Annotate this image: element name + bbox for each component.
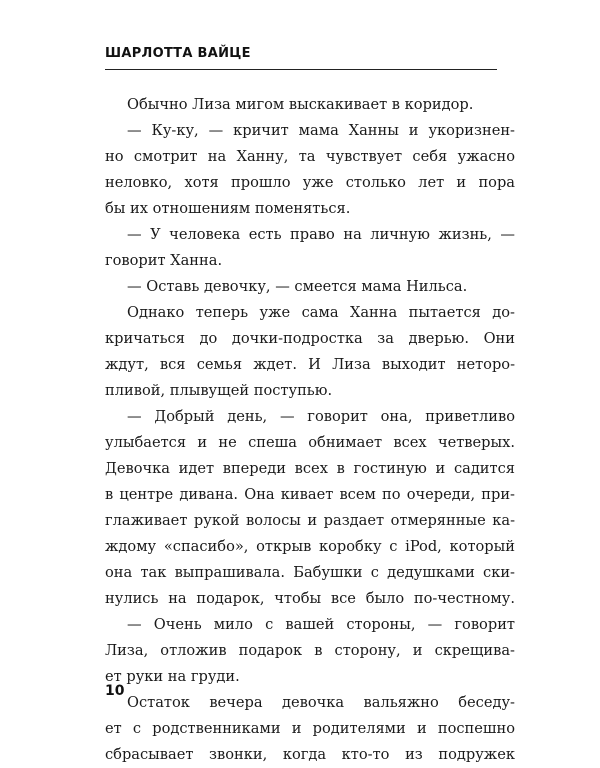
- text-line: ет руки на груди.: [105, 668, 240, 685]
- page-number: 10: [105, 683, 125, 699]
- text-line: — У человека есть право на личную жизнь, —: [127, 226, 515, 243]
- header-rule: [105, 69, 497, 70]
- text-line: — Очень мило с вашей стороны, — говорит: [127, 616, 515, 633]
- text-line: ждому «спасибо», открыв коробку с iPod, который: [105, 538, 515, 555]
- text-line: сбрасывает звонки, когда кто-то из подружек: [105, 746, 515, 763]
- text-line: она так выпрашивала. Бабушки с дедушками ски-: [105, 564, 515, 581]
- text-line: Обычно Лиза мигом выскакивает в коридор.: [127, 96, 474, 113]
- text-line: глаживает рукой волосы и раздает отмерянные ка-: [105, 512, 515, 529]
- text-line: неловко, хотя прошло уже столько лет и пора: [105, 174, 515, 191]
- text-line: улыбается и не спеша обнимает всех четверых.: [105, 434, 515, 451]
- text-line: Лиза, отложив подарок в сторону, и скрещива-: [105, 642, 515, 659]
- text-line: ждут, вся семья ждет. И Лиза выходит неторо-: [105, 356, 515, 373]
- text-line: говорит Ханна.: [105, 252, 223, 269]
- text-line: бы их отношениям поменяться.: [105, 200, 351, 217]
- text-line: пливой, плывущей поступью.: [105, 382, 333, 399]
- running-head-author: ШАРЛОТТА ВАЙЦЕ: [105, 46, 251, 61]
- text-line: в центре дивана. Она кивает всем по очереди, при-: [105, 486, 515, 503]
- text-line: кричаться до дочки-подростка за дверью. Они: [105, 330, 515, 347]
- text-line: нулись на подарок, чтобы все было по-честному.: [105, 590, 515, 607]
- text-line: — Добрый день, — говорит она, приветливо: [127, 408, 515, 425]
- text-line: — Оставь девочку, — смеется мама Нильса.: [127, 278, 468, 295]
- text-line: но смотрит на Ханну, та чувствует себя ужасно: [105, 148, 515, 165]
- text-line: ет с родственниками и родителями и поспешно: [105, 720, 515, 737]
- body-text: [105, 92, 515, 768]
- text-line: — Ку-ку, — кричит мама Ханны и укоризнен-: [127, 122, 515, 139]
- text-line: Девочка идет впереди всех в гостиную и садится: [105, 460, 515, 477]
- text-line: Остаток вечера девочка вальяжно беседу-: [127, 694, 515, 711]
- text-line: Однако теперь уже сама Ханна пытается до-: [127, 304, 515, 321]
